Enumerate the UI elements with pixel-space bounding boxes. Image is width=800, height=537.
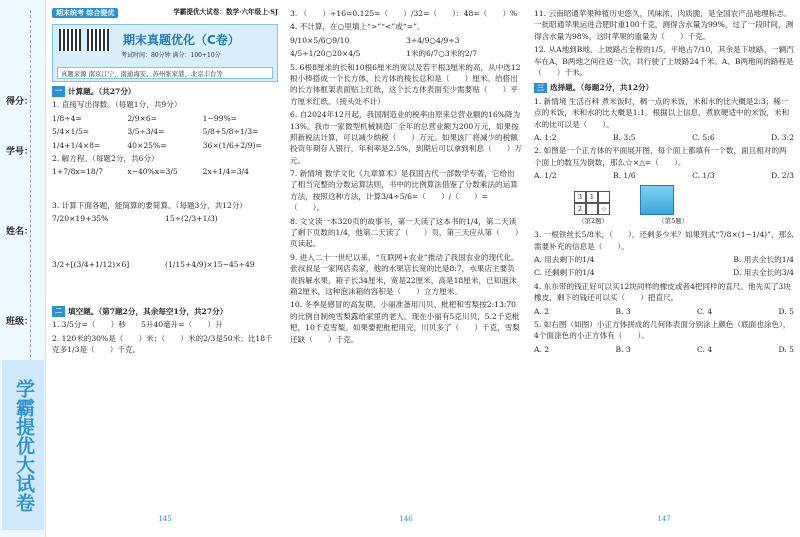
question: 1. 新情境 生活百科 煮米饭时，稠一点的米饭，米和水的比大概是2:3；稀一点的米饭，米和水的比大概是1:1。根据以上信息，煮软硬适中的米饭，米和水的比可以是（ ）。 [534,96,790,129]
options-row: A. 1/2 B. 1/6 C. 1/3 D. 2/3 [534,171,794,181]
title-box [52,24,278,82]
section-3-heading: 三 选择题。（每题2分，共12分） [534,82,794,93]
question: 4. 东东带的钱正好可以买12块同样的橡皮或者4把同样的直尺。他先买了3块橡皮，剩下的钱还可以买（ ）把直尺。 [534,281,791,303]
figure-captions: （第2题） （第5题） [578,217,689,226]
question: 1. 直接写出得数。（每题1分，共9分） [52,100,182,110]
question: 5. 6根8厘米的长和10根6厘米的宽以及若干根3厘米的高，从中选12根小棒搭成一个长方体，长方体的棱长总和是（ ）厘米。给搭出的长方体框架表面贴上红纸，这个长方体表面至少需要贴（ ）平方厘米红纸。（接头处不计） [290,62,521,106]
cube-stack-figure [640,185,674,215]
page-number: 146 [399,514,413,523]
question: 2. 解方程。（每题2分，共6分） [52,153,159,163]
calc-row: 1/8÷4= 2/9×6= 1−99%= [52,113,238,123]
exam-info: 考试时间：80分钟 满分：100+10分 [121,52,221,59]
exam-title: 期末真题优化（C卷） [123,33,240,47]
cube-net-figure: 3 1 2 ☆ [574,191,610,215]
section-1-heading: 一 计算题。（共27分） [52,86,278,97]
question: 10. 冬季是感冒的高发期，小丽准备用川贝、枇杷和雪梨按2:13:70的比例自制纯雪梨露给家里的老人。现在小丽有5克川贝，5.2千克枇杷，10千克雪梨。如果要把枇杷用完，川贝多了（ ）千克，雪梨还缺（ ）千克。 [290,300,520,344]
compare-row: 4/5÷1/20○20×4/5 1米的6/7○3米的2/7 [290,49,478,59]
question: 1. 3/5分=（ ）秒 5升40毫升=（ ）升 [52,320,223,330]
question: 3. 一根铁丝长5/8米，（ ），还剩多少米？如果列式“7/8×(1−1/4)”，那么需要补充的信息是（ ）。 [534,230,794,251]
question: 9. 进入二十一世纪以来，“互联网+农业”推动了我国农业的现代化。张叔叔是一家网店卖家，他的水果店长宽的比是8:7，水果店主要负责拆解水果，箱子长34厘米，宽是22厘米，高是18厘米，已知泡沫箱2厘米，这种泡沫箱的容积是（ ）立方厘米。 [290,252,519,296]
question: 7. 新情境 数学文化《九章算术》是我国古代一部数学专著，它给出了相当完整的分数运算法则，书中的比例算法借鉴了分数乘法的运算方法，按照这种方法，计算3/4÷5/6=（ ）/（ ）=（ ）。 [290,169,518,213]
options-row: A. 用去剩下的1/4 B. 用去全长的1/4 [534,255,794,264]
qr-code-icon [59,29,81,51]
qr-code-icon [87,29,109,51]
question: 3. （ ）÷16=0.125=（ ）/32=（ ）：48=（ ）% [290,9,518,18]
calc-row: 7/20×19+35% 15÷(2/3+1/3) [52,214,218,224]
page-number: 145 [158,514,172,523]
page-145 [52,6,278,524]
options-row: A. 2 B. 3 C. 4 D. 5 [534,306,794,316]
calc-row: 3/2÷[(3/4+1/12)×6] (1/15+4/9)×15−45÷49 [52,259,255,269]
name-label: 姓名： [6,227,34,237]
question: 2. 如图是一个正方体的平面展开图，每个面上都填有一个数，面且相对的两个面上的数互为倒数，那么☆×△=（ ）。 [534,146,787,167]
exam-tag: 期末统考 综合提优 [52,8,118,19]
options-row: C. 还剩剩下的1/4 D. 用去全长的3/4 [534,268,794,278]
calc-row: 5/4×1/5= 3/5÷3/4= 5/8+5/8÷1/3= [52,127,259,137]
figures [574,185,794,215]
question: 11. 云南昭通苹果种植历史悠久，风味浓，肉质脆，是全国农产品地理标志。一批昭通苹果运进合肥时重100千克，测得含水量为99%，过了一段时间，测得含水量为98%，这时苹果的重量为（ ）千克。 [534,9,794,41]
options-row: A. 2 B. 3 C. 4 D. 5 [534,344,794,354]
class-label: 班级： [6,317,34,327]
compare-row: 9/10×5/6○9/10 3÷4/9○4/9÷3 [290,35,460,45]
page-147 [534,6,794,524]
question: 8. 文文读一本320页的故事书，第一天读了这本书的1/4，第二天读了剩下页数的1/4，他第二天读了（ ）页，第三天应从第（ ）页读起。 [290,216,519,249]
question-source: 真题来源 南京江宁、南通海安、苏州张家港、北京丰台等 [57,67,273,79]
equation-row: 1+7/8x=18/7 x−40%x=3/5 2x+1/4=3/4 [52,167,249,177]
page-146 [290,6,522,524]
question: 12. 从A地到B地，上坡路占全程的1/5，平地占7/10，其余是下坡路。一辆汽车在A、B两地之间往返一次，共行驶了上坡路24千米。A、B两地间的路程是（ ）千米。 [534,45,794,77]
score-label: 得分： [6,97,34,107]
question: 4. 不计算，在○里填上“>”“<”或“=”。 [290,22,425,32]
question: 2. 120米的30%是（ ）米；（ ）米的2/3是50米；比18千克多1/3是（ ）千克。 [52,333,273,355]
student-id-label: 学号： [6,147,34,157]
options-row: A. 1:2 B. 3:5 C. 5:6 D. 3:2 [534,132,794,142]
section-2-heading: 二 填空题。（第7题2分，其余每空1分，共27分） [52,306,278,317]
page-number: 147 [657,514,671,523]
brand-logo: 学霸提优大试卷 [2,360,44,530]
binding-strip [0,0,46,537]
series-header: 学霸提优大试卷：数学·六年级上·SJ [173,8,278,17]
question: 5. 如右图（如图）小正方体拼成的几何体表面分别涂上颜色（底面也涂色），4个面涂色的小正方体有（ ）。 [534,319,791,341]
calc-row: 1/4+1/4×8= 40×25%= 36×(1/6+2/9)= [52,140,262,150]
question: 6. 自2024年12月起，我国制造业的税率由原来总营业额的16%降为13%。我市一家微型机械制造厂全年的总营业额为200万元，如果按照新税法计算，可以减少纳税（ ）万元。如果该厂将减少的税额投资年期存入银行，年利率是2.5%，到期后可以拿到利息（ ）万元。 [290,110,522,165]
question: 3. 计算下面各题，能简算的要简算。（每题3分，共12分） [52,200,248,210]
